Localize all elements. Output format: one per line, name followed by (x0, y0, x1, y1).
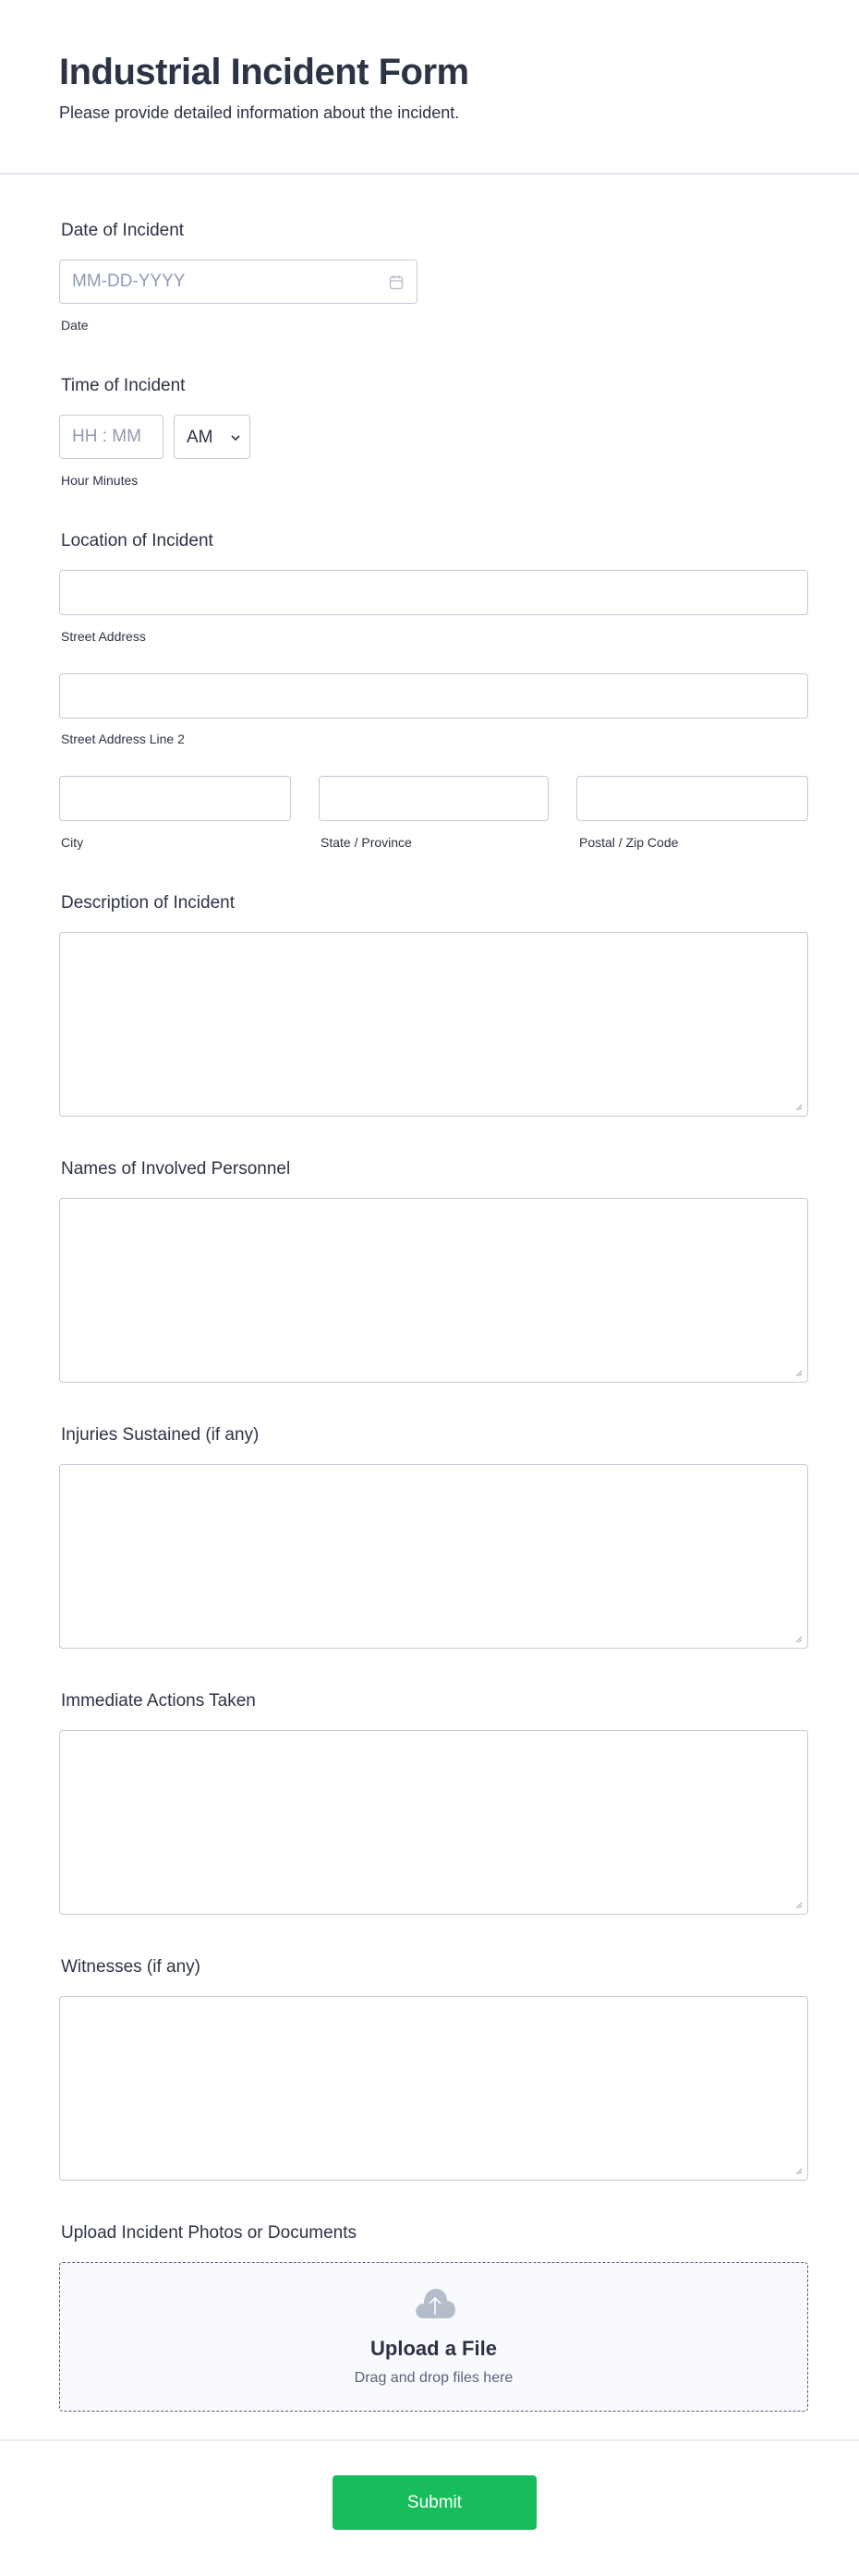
submit-button[interactable]: Submit (333, 2475, 537, 2530)
time-input[interactable] (59, 415, 163, 459)
form-subtitle: Please provide detailed information about the incident. (59, 103, 460, 122)
form-title: Industrial Incident Form (59, 52, 469, 92)
footer-divider (0, 2439, 859, 2441)
date-input[interactable] (59, 260, 417, 304)
ampm-value: AM (187, 428, 213, 447)
textarea-input[interactable] (59, 932, 808, 1117)
city-sublabel: City (61, 835, 84, 850)
calendar-icon[interactable] (389, 274, 404, 290)
time-label: Time of Incident (61, 376, 186, 395)
ampm-select[interactable] (174, 415, 250, 459)
textarea-input[interactable] (59, 1996, 808, 2181)
zip-input[interactable] (576, 776, 808, 821)
upload-title: Upload a File (370, 2337, 497, 2360)
chevron-down-icon (230, 434, 241, 441)
upload-hint: Drag and drop files here (354, 2370, 514, 2386)
textarea-label: Names of Involved Personnel (61, 1159, 291, 1179)
header-divider (0, 173, 859, 175)
resize-handle-icon[interactable] (795, 1636, 803, 1643)
street-address-sublabel: Street Address (61, 629, 146, 644)
resize-handle-icon[interactable] (795, 1104, 803, 1111)
file-dropzone[interactable] (59, 2262, 808, 2412)
location-label: Location of Incident (61, 531, 213, 550)
cloud-upload-icon (413, 2287, 457, 2320)
street-address-input[interactable] (59, 570, 808, 615)
textarea-input[interactable] (59, 1464, 808, 1649)
city-input[interactable] (59, 776, 291, 821)
textarea-input[interactable] (59, 1730, 808, 1915)
textarea-label: Witnesses (if any) (61, 1957, 200, 1977)
state-sublabel: State / Province (321, 835, 412, 850)
date-sublabel: Date (61, 318, 89, 333)
date-label: Date of Incident (61, 221, 185, 240)
date-placeholder: MM-DD-YYYY (72, 272, 186, 291)
time-placeholder: HH : MM (72, 427, 141, 446)
street-address-line2-input[interactable] (59, 673, 808, 719)
resize-handle-icon[interactable] (795, 2168, 803, 2175)
state-input[interactable] (319, 776, 549, 821)
street-address-line2-sublabel: Street Address Line 2 (61, 732, 185, 746)
resize-handle-icon[interactable] (795, 1370, 803, 1377)
textarea-label: Description of Incident (61, 893, 235, 913)
resize-handle-icon[interactable] (795, 1902, 803, 1909)
textarea-label: Immediate Actions Taken (61, 1691, 256, 1711)
upload-label: Upload Incident Photos or Documents (61, 2223, 357, 2243)
zip-sublabel: Postal / Zip Code (579, 835, 679, 850)
time-sublabel: Hour Minutes (61, 473, 139, 488)
textarea-input[interactable] (59, 1198, 808, 1383)
textarea-label: Injuries Sustained (if any) (61, 1425, 260, 1445)
